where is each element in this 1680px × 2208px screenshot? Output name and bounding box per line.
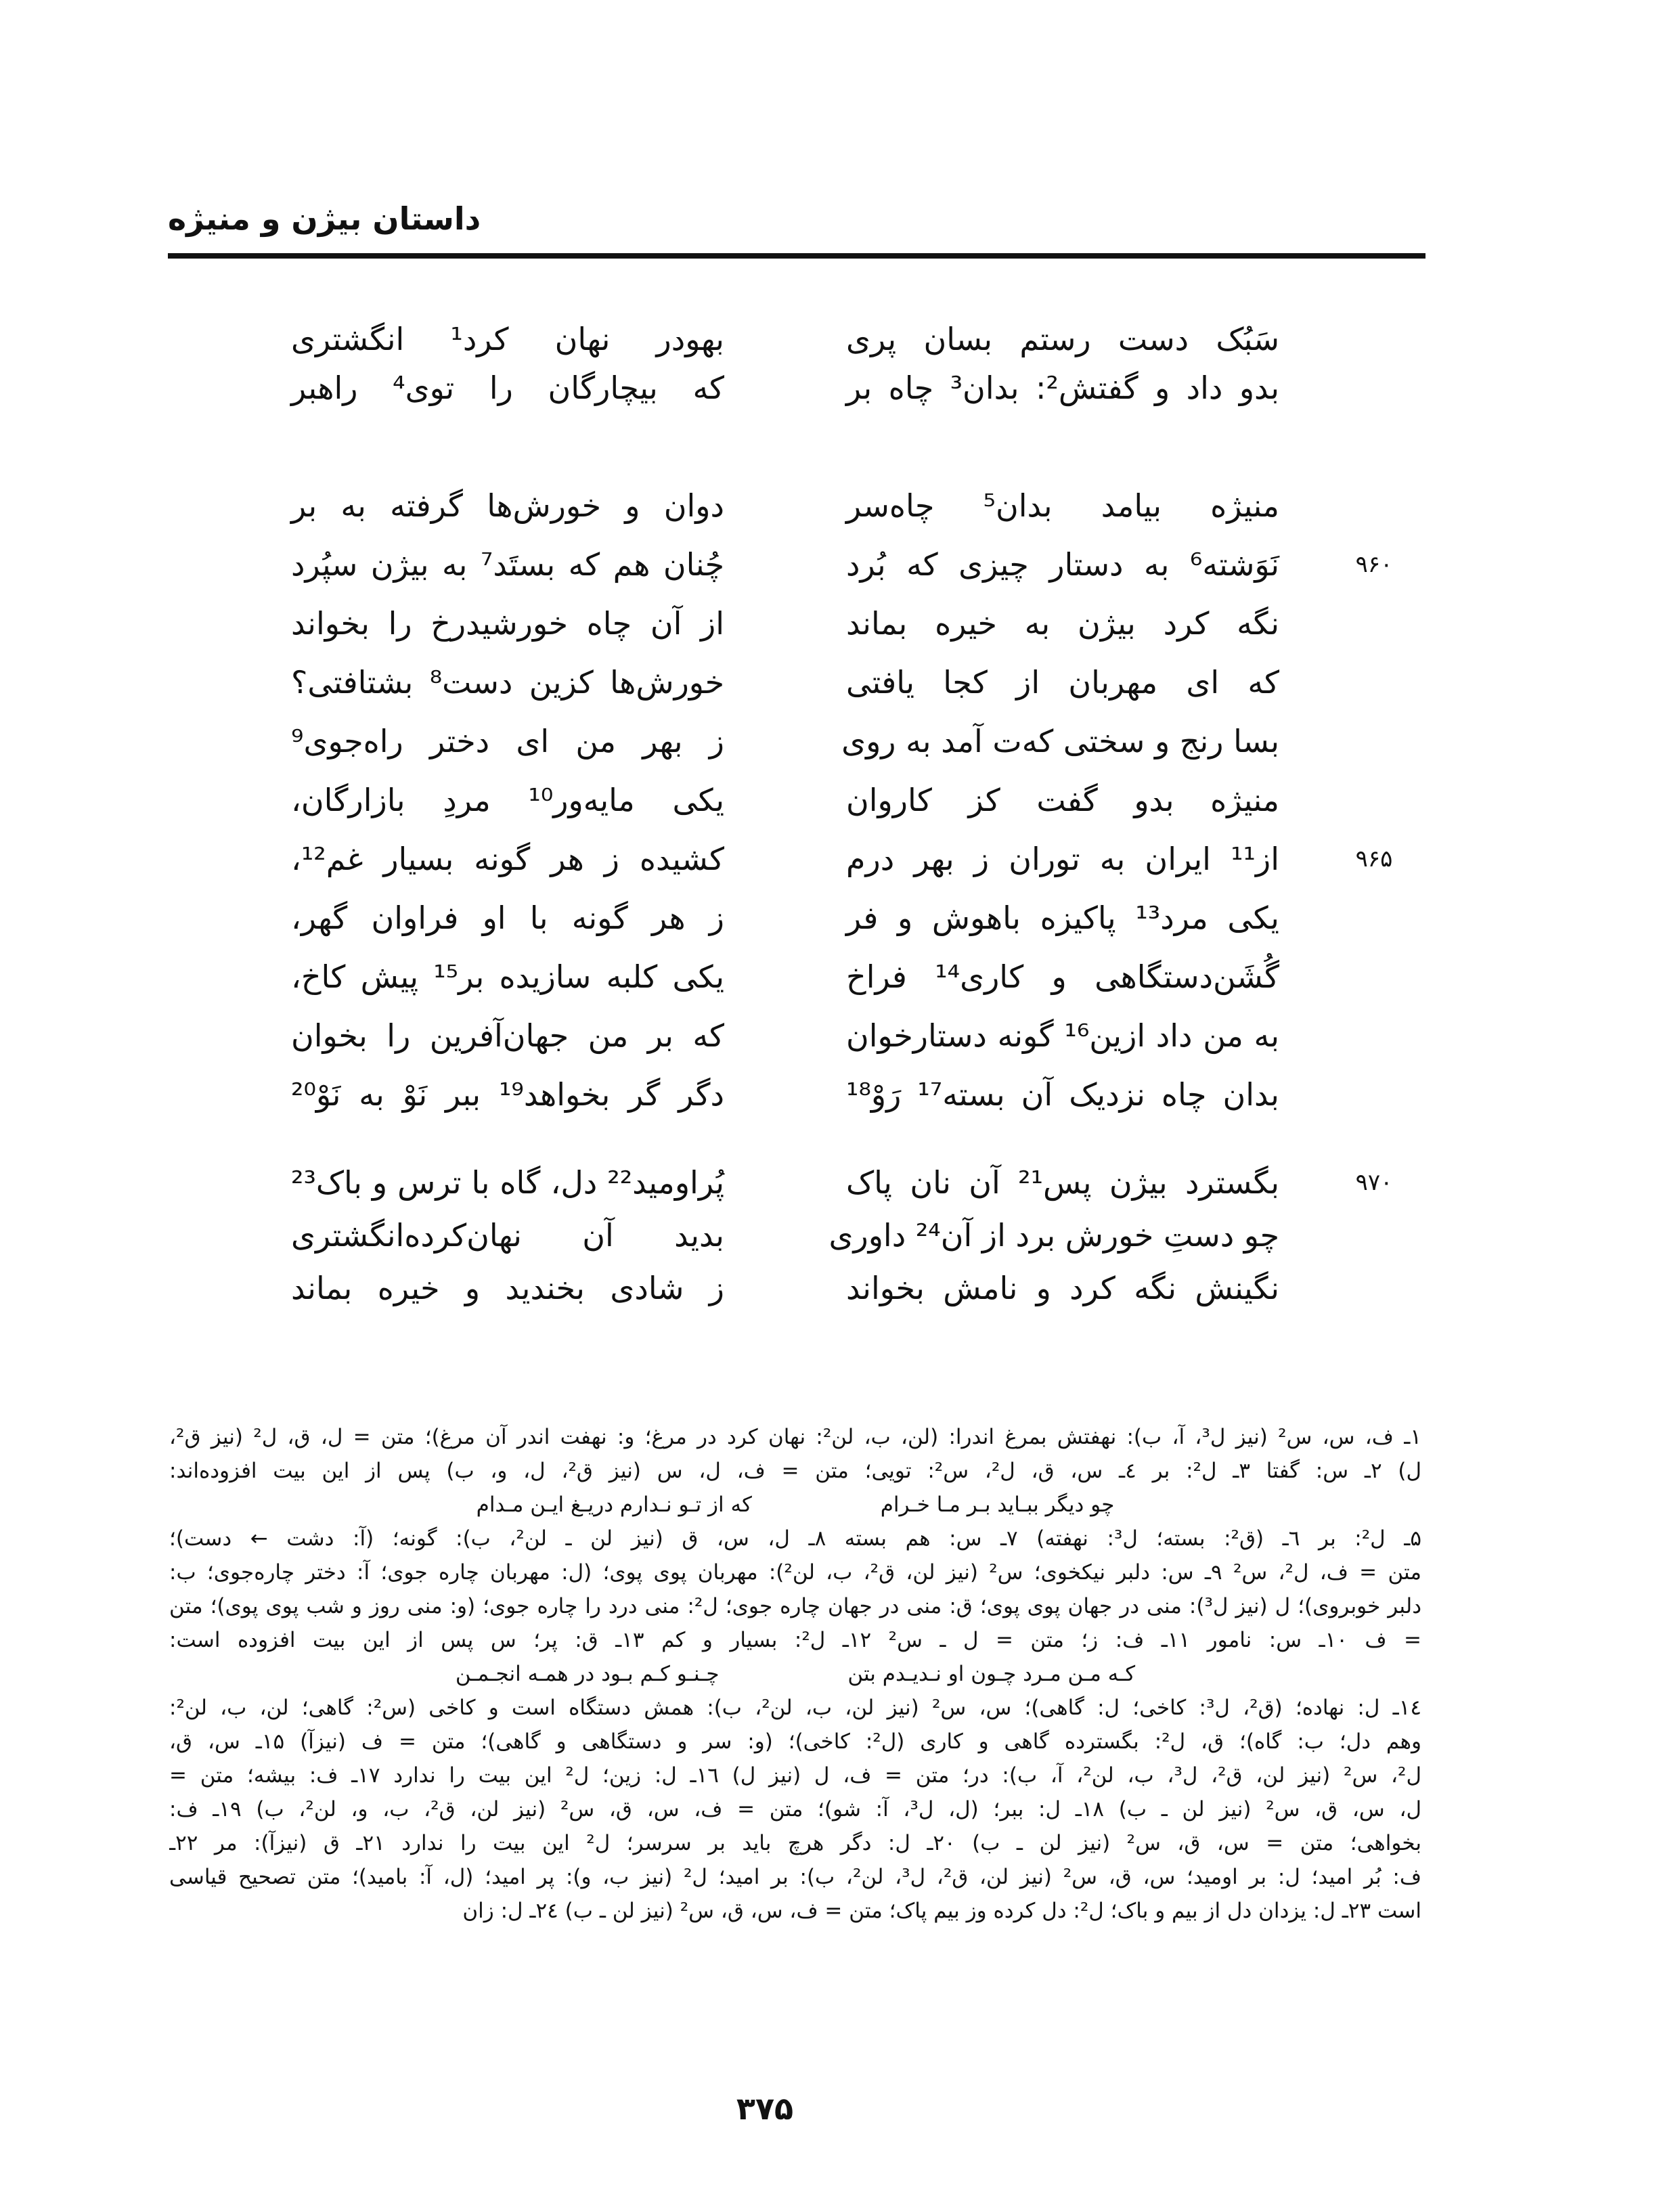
footnote-line: ۵ـ ل²: بر ٦ـ (ق²: بسته؛ ل³: نهفته) ۷ـ س: هم بسته ۸ـ ل، س، ق (نیز لن ـ لن²، ب): گونه؛ (آ: دشت ← دست)؛ bbox=[169, 1526, 1421, 1551]
hemistich-right: که ای مهربان از کجا یافتی bbox=[846, 664, 1279, 701]
hemistich-left: از آن چاه خورشیدرخ را بخواند bbox=[291, 605, 724, 642]
hemistich-right: بدو داد و گفتش²: بدان³ چاه بر bbox=[846, 370, 1279, 406]
footnote-added-verse bbox=[169, 1488, 1421, 1522]
footnote-line: بخواهی؛ متن = س، ق، س² (نیز لن ـ ب) ۲۰ـ ل: دگر هرچ باید بر سرسر؛ ل² این بیت را ندارد ۲۱ـ ق (نیزآ): مر ۲۲ـ bbox=[169, 1831, 1421, 1855]
couplet bbox=[0, 719, 1680, 764]
added-verse-right: کـه مـن مـرد چـون او نـدیـدم بتن bbox=[847, 1662, 1136, 1686]
hemistich-left: ز بهر من ای دختر راه‌جوی⁹ bbox=[291, 723, 724, 759]
running-head: داستان بیژن و منیژه bbox=[168, 200, 481, 237]
hemistich-left: بدید آن نهان‌کرده‌انگشتری bbox=[291, 1217, 724, 1254]
footnote-line: دلبر خوبروی)؛ ل (نیز ل³): منی در جهان پوی پوی؛ ق: منی در جهان چاره جوی؛ ل²: منی درد را چاره جوی؛ (و: منی روز و شب پوی پوی)؛ متن bbox=[169, 1594, 1421, 1618]
hemistich-right: گُشَن‌دستگاهی و کاری¹⁴ فراخ bbox=[846, 958, 1279, 995]
footnote-line: ل) ۲ـ س: گفتا ۳ـ ل²: بر ٤ـ س، ق، ل²، س²: تویی؛ متن = ف، ل، س (نیز ق²، ل، و، ب) پس از این بیت افزوده‌اند: bbox=[169, 1459, 1421, 1483]
couplet bbox=[0, 896, 1680, 940]
footnote-line: ل²، س² (نیز لن، ق²، ل³، ب، لن²، آ، ب): در؛ متن = ف، ل (نیز ل) ۱٦ـ ل: زین؛ ل² این بیت را ندارد ۱۷ـ ف: بیشه؛ متن = bbox=[169, 1763, 1421, 1788]
footnote-line: ل، س، ق، س² (نیز لن ـ ب) ۱۸ـ ل: ببر؛ (ل، ل³، آ: شو)؛ متن = ف، س، ق، س² (نیز لن، ق²، ب، و، لن²، ب) ۱۹ـ ف: bbox=[169, 1797, 1421, 1821]
footnote-line: ۱ـ ف، س، س² (نیز ل³، آ، ب): نهفتش بمرغ اندرا: (لن، ب، لن²: نهان کرد در مرغ؛ و: نهفت اندر آن مرغ)؛ متن = ل، ق، ل² (نیز ق²، bbox=[169, 1425, 1421, 1449]
hemistich-left: کشیده ز هر گونه بسیار غم¹²، bbox=[291, 841, 724, 877]
footnote-line: ف: بُر امید؛ ل: بر اومید؛ س، ق، س² (نیز لن، ق²، ل³، لن²، ب): بر امید؛ ل² (نیز ب، و): پر امید؛ (ل، آ: بامید)؛ متن تصحیح قیاسی bbox=[169, 1865, 1421, 1889]
page-number: ۳۷۵ bbox=[736, 2090, 794, 2127]
header-rule bbox=[168, 253, 1425, 259]
hemistich-right: چو دستِ خورش برد از آن²⁴ داوری bbox=[828, 1217, 1279, 1254]
hemistich-left: چُنان هم که بستَد⁷ به بیژن سپُرد bbox=[291, 546, 725, 583]
couplet bbox=[0, 1213, 1680, 1258]
couplet bbox=[0, 660, 1680, 705]
couplet bbox=[0, 1072, 1680, 1117]
couplet bbox=[0, 366, 1680, 410]
hemistich-left: یکی کلبه سازیده بر¹⁵ پیش کاخ، bbox=[291, 958, 725, 995]
hemistich-left: بهودر نهان کرد¹ انگشتری bbox=[291, 321, 724, 357]
couplet bbox=[0, 483, 1680, 528]
footnote-line: وهم دل؛ ب: گاه)؛ ق، ل²: بگسترده گاهی و کاری (ل²: کاخی)؛ (و: سر و دستگاهی و گاهی)؛ متن = ف (نیزآ) ۱۵ـ س، ق، bbox=[169, 1729, 1421, 1754]
hemistich-right: سَبُک دست رستم بسان پری bbox=[846, 321, 1279, 357]
hemistich-right: منیژه بدو گفت کز کاروان bbox=[846, 782, 1279, 818]
couplet bbox=[0, 1160, 1680, 1205]
footnote-line: = ف ۱۰ـ س: نامور ۱۱ـ ف: ز؛ متن = ل ـ س² ۱۲ـ ل²: بسیار و کم ۱۳ـ ق: پر؛ س پس از این بیت افزوده است: bbox=[169, 1628, 1421, 1652]
hemistich-left: که بیچارگان را توی⁴ راهبر bbox=[291, 370, 725, 406]
hemistich-left: که بر من جهان‌آفرین را بخوان bbox=[291, 1017, 724, 1054]
hemistich-right: منیژه بیامد بدان⁵ چاه‌سر bbox=[846, 487, 1279, 524]
couplet bbox=[0, 837, 1680, 881]
hemistich-left: دوان و خورش‌ها گرفته به بر bbox=[291, 487, 724, 524]
footnote-added-verse bbox=[169, 1657, 1421, 1691]
couplet bbox=[0, 778, 1680, 822]
hemistich-right: بگسترد بیژن پس²¹ آن نان پاک bbox=[846, 1164, 1279, 1201]
footnote-line: متن = ف، ل²، س² ۹ـ س: دلبر نیکخوی؛ س² (نیز لن، ق²، ب، لن²): مهربان پوی پوی؛ (ل: مهربان چاره جوی؛ آ: دختر چاره‌جوی؛ ب: bbox=[169, 1560, 1421, 1585]
hemistich-right: به من داد ازین¹⁶ گونه دستارخوان bbox=[846, 1017, 1279, 1054]
hemistich-right: نگه کرد بیژن به خیره بماند bbox=[846, 605, 1279, 642]
couplet bbox=[0, 601, 1680, 646]
hemistich-right: یکی مرد¹³ پاکیزه باهوش و فر bbox=[846, 900, 1279, 936]
hemistich-right: بسا رنج و سختی که‌ت آمد به روی bbox=[841, 723, 1279, 759]
hemistich-left: یکی مایه‌ور¹⁰ مردِ بازارگان، bbox=[291, 782, 725, 818]
verse-number: ۹۷۰ bbox=[1355, 1169, 1393, 1196]
couplet bbox=[0, 317, 1680, 361]
added-verse-left: چـنـو کـم بـود در همـه انجـمـن bbox=[455, 1662, 720, 1686]
hemistich-left: ز شادی بخندید و خیره بماند bbox=[291, 1270, 724, 1306]
couplet bbox=[0, 954, 1680, 999]
footnote-line: ۱٤ـ ل: نهاده؛ (ق²، ل³: کاخی؛ ل: گاهی)؛ س، س² (نیز لن، ب، لن²، ب): همش دستگاه است و کاخی (س²: گاهی؛ لن، ب، لن²: bbox=[169, 1696, 1421, 1720]
couplet bbox=[0, 1266, 1680, 1310]
couplet bbox=[0, 1013, 1680, 1058]
added-verse-right: چو دیگر ببـاید بـر مـا خـرام bbox=[880, 1493, 1115, 1517]
hemistich-left: ز هر گونه با او فراوان گهر، bbox=[291, 900, 724, 936]
added-verse-left: که از تـو نـدارم دریـغ ایـن مـدام bbox=[476, 1493, 752, 1517]
verse-number: ۹۶۵ bbox=[1355, 845, 1393, 873]
hemistich-left: دگر گر بخواهد¹⁹ ببر نَوْ به نَوْ²⁰ bbox=[291, 1076, 725, 1113]
hemistich-left: خورش‌ها کزین دست⁸ بشتافتی؟ bbox=[291, 664, 724, 701]
hemistich-right: نَوَشته⁶ به دستار چیزی که بُرد bbox=[846, 546, 1279, 583]
verse-number: ۹۶۰ bbox=[1355, 551, 1393, 578]
couplet bbox=[0, 542, 1680, 587]
footnotes bbox=[169, 1420, 1421, 1928]
hemistich-right: از¹¹ ایران به توران ز بهر درم bbox=[846, 841, 1279, 877]
hemistich-right: نگینش نگه کرد و نامش بخواند bbox=[846, 1270, 1279, 1306]
hemistich-right: بدان چاه نزدیک آن بسته¹⁷ رَوْ¹⁸ bbox=[846, 1076, 1279, 1113]
hemistich-left: پُراومید²² دل، گاه با ترس و باک²³ bbox=[291, 1164, 724, 1201]
footnote-line: است ۲۳ـ ل: یزدان دل از بیم و باک؛ ل²: دل کرده وز بیم پاک؛ متن = ف، س، ق، س² (نیز لن ـ ب) ۲٤ـ ل: زان bbox=[462, 1899, 1421, 1923]
